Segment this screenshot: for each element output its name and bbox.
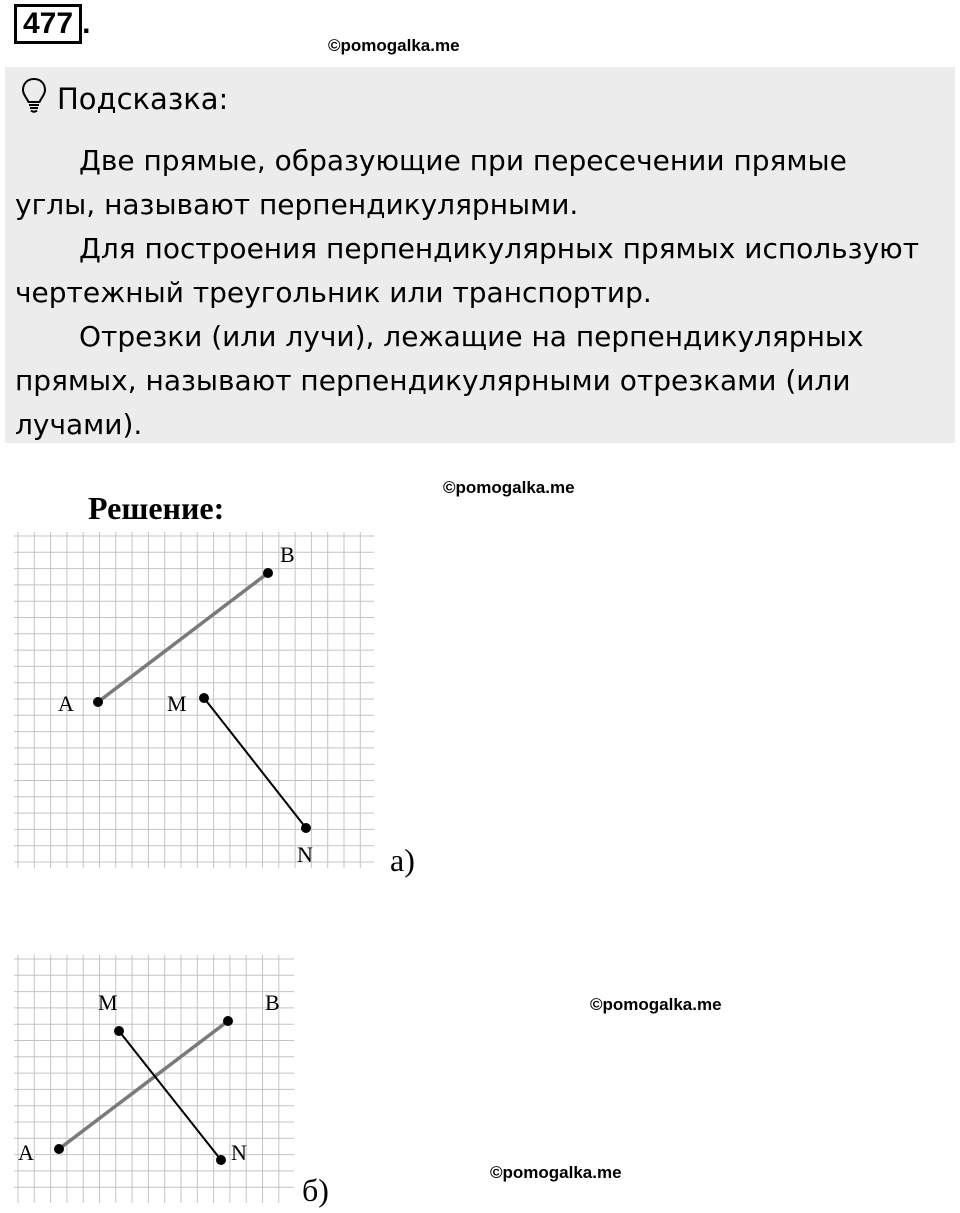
lightbulb-icon <box>21 77 47 120</box>
hint-paragraph: Для построения перпендикулярных прямых используют чертежный треугольник или транспортир. <box>15 232 920 309</box>
segment-mn <box>119 1031 221 1160</box>
hint-title: Подсказка: <box>57 81 229 116</box>
point-m <box>114 1026 124 1036</box>
figure-a-label: а) <box>390 842 415 878</box>
point-n <box>216 1155 226 1165</box>
point-n <box>301 823 311 833</box>
point-label-b: B <box>265 990 280 1015</box>
point-label-b: B <box>280 542 295 567</box>
task-number-dot: . <box>82 7 91 40</box>
task-number-box: 477 <box>14 4 82 44</box>
solution-title: Решение: <box>88 490 225 526</box>
watermark: ©pomogalka.me <box>490 1163 622 1182</box>
watermark: ©pomogalka.me <box>590 995 722 1014</box>
hint-paragraph: Отрезки (или лучи), лежащие на перпендикулярных прямых, называют перпендикулярными отрезками (или лучами). <box>15 320 864 441</box>
hint-header <box>21 77 228 120</box>
watermark: ©pomogalka.me <box>443 478 575 497</box>
hint-box <box>5 67 955 443</box>
point-b <box>223 1016 233 1026</box>
point-m <box>199 693 209 703</box>
point-label-n: N <box>231 1140 247 1165</box>
figure-a <box>14 532 376 874</box>
point-b <box>263 568 273 578</box>
point-label-a: A <box>18 1140 34 1165</box>
figure-b <box>14 955 296 1209</box>
point-label-m: M <box>98 990 118 1015</box>
point-label-a: A <box>58 691 74 716</box>
hint-body <box>15 139 935 447</box>
watermark: ©pomogalka.me <box>328 36 460 55</box>
segment-mn <box>204 698 306 828</box>
point-label-n: N <box>297 842 313 867</box>
point-label-m: M <box>167 691 187 716</box>
task-number <box>14 4 90 44</box>
point-a <box>93 697 103 707</box>
figure-b-label: б) <box>302 1172 329 1208</box>
hint-paragraph: Две прямые, образующие при пересечении прямые углы, называют перпендикулярными. <box>15 144 847 221</box>
point-a <box>54 1144 64 1154</box>
